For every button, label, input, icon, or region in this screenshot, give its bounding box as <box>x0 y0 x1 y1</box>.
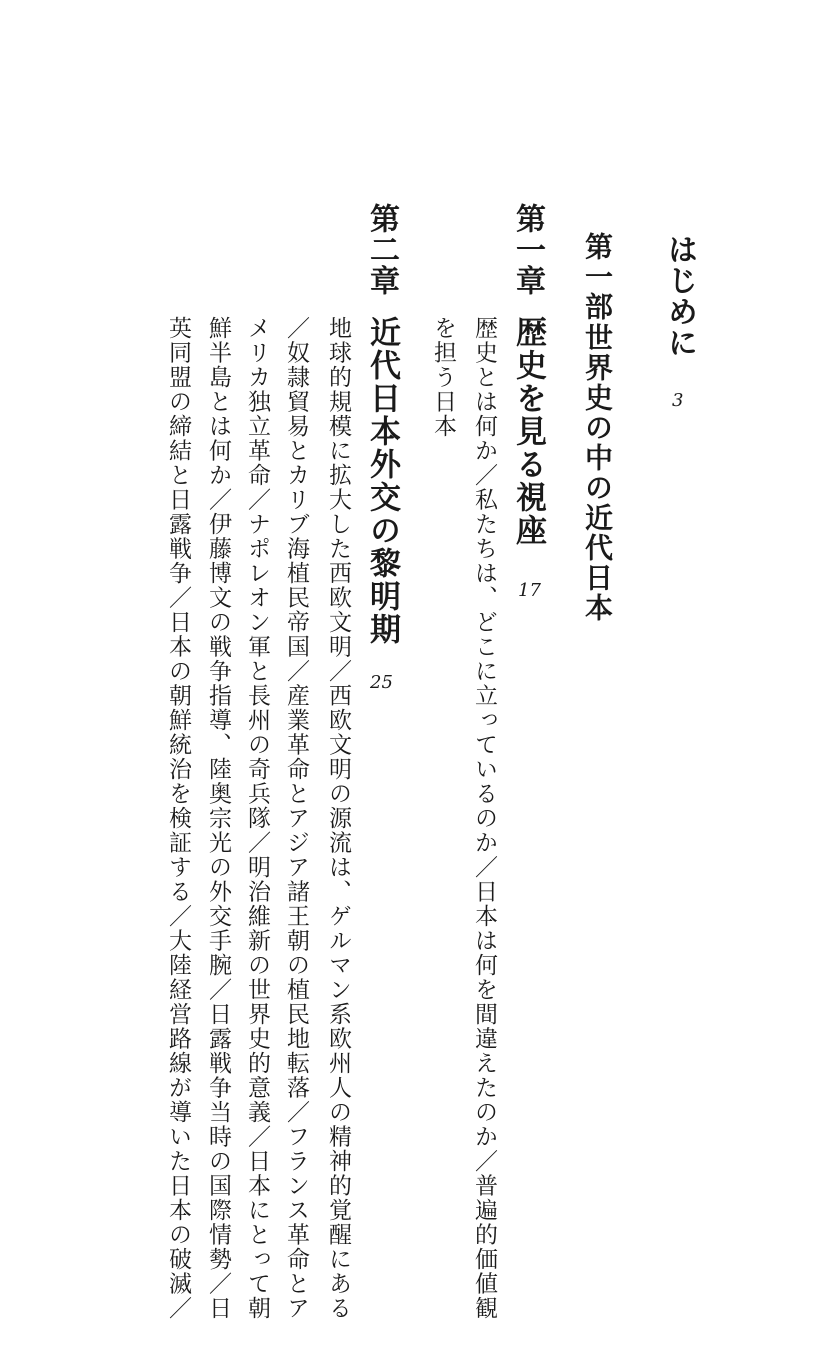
chapter1-summary-line-1: 歴史とは何か／私たちは、どこに立っているのか／日本は何を間違えたのか／普遍的価値観 <box>471 316 497 1321</box>
chapter1-title[interactable]: 歴史を見る視座 <box>510 316 546 547</box>
chapter1-label[interactable]: 第一章 <box>510 203 545 296</box>
part1-label[interactable]: 第一部 <box>581 232 614 322</box>
chapter2-page-number: 25 <box>370 672 393 693</box>
intro-page-number: 3 <box>672 390 684 411</box>
intro-title[interactable]: はじめに <box>662 234 697 358</box>
chapter2-label[interactable]: 第二章 <box>364 203 399 296</box>
chapter2-summary-line-5: 英同盟の締結と日露戦争／日本の朝鮮統治を検証する／大陸経営路線が導いた日本の破滅／ <box>165 316 191 1321</box>
part1-title[interactable]: 世界史の中の近代日本 <box>581 323 614 623</box>
chapter2-summary-line-1: 地球的規模に拡大した西欧文明／西欧文明の源流は、ゲルマン系欧州人の精神的覚醒にある <box>325 316 351 1321</box>
chapter2-summary-line-2: ／奴隷貿易とカリブ海植民帝国／産業革命とアジア諸王朝の植民地転落／フランス革命とア <box>283 316 309 1321</box>
chapter2-summary-line-4: 鮮半島とは何か／伊藤博文の戦争指導、陸奥宗光の外交手腕／日露戦争当時の国際情勢／日 <box>205 316 231 1321</box>
chapter2-title[interactable]: 近代日本外交の黎明期 <box>364 316 400 646</box>
chapter1-summary-line-2: を担う日本 <box>430 316 456 439</box>
chapter2-summary-line-3: メリカ独立革命／ナポレオン軍と長州の奇兵隊／明治維新の世界史的意義／日本にとって朝 <box>244 316 270 1321</box>
chapter1-page-number: 17 <box>518 580 541 601</box>
